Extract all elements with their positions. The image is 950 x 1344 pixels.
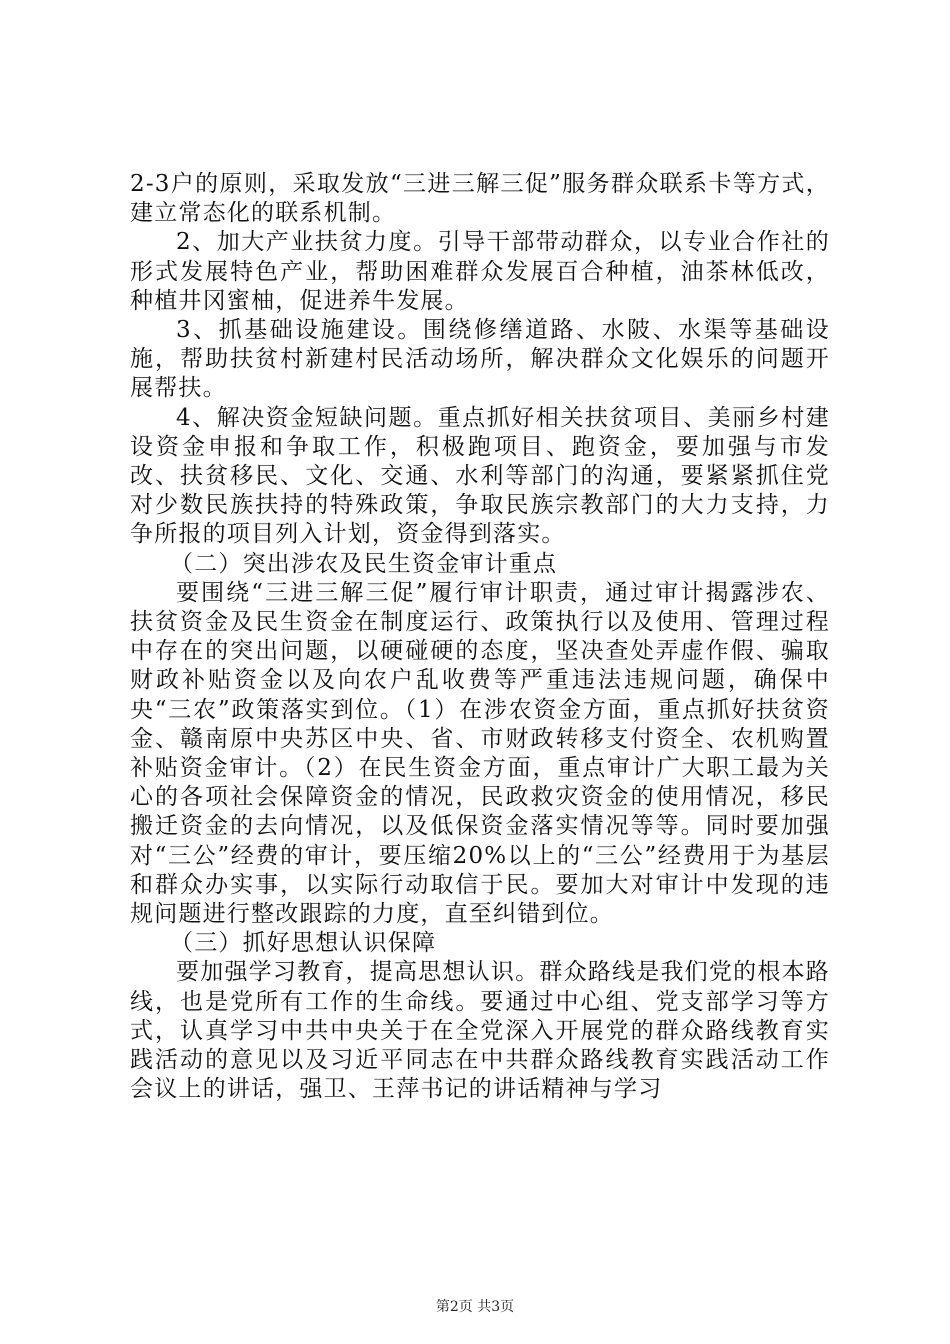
paragraph-study: 要加强学习教育，提高思想认识。群众路线是我们党的根本路线，也是党所有工作的生命线。要通过中心组、党支部学习等方式，认真学习中共中央关于在全党深入开展党的群众路线教育实践活动的意见以及习近平同志在中共群众路线教育实践活动工作会议上的讲话，强卫、王萍书记的讲话精神与学习 [130, 959, 830, 1103]
paragraph-funding: 4、解决资金短缺问题。重点抓好相关扶贫项目、美丽乡村建设资金申报和争取工作，积极跑项目、跑资金，要加强与市发改、扶贫移民、文化、交通、水利等部门的沟通，要紧紧抓住党对少数民族扶持的特殊政策，争取民族宗教部门的大力支持，力争所报的项目列入计划，资金得到落实。 [130, 404, 830, 548]
section-heading-audit: （二）突出涉农及民生资金审计重点 [170, 550, 558, 577]
section-heading-ideology: （三）抓好思想认识保障 [170, 930, 437, 957]
paragraph-industry-poverty: 2、加大产业扶贫力度。引导干部带动群众，以专业合作社的形式发展特色产业，帮助困难群众发展百合种植，油茶林低改，种植井冈蜜柚，促进养牛发展。 [130, 229, 830, 314]
paragraph-infrastructure: 3、抓基础设施建设。围绕修缮道路、水陂、水渠等基础设施，帮助扶贫村新建村民活动场所，解决群众文化娱乐的问题开展帮扶。 [130, 317, 830, 402]
paragraph-continued: 2-3户的原则，采取发放“三进三解三促”服务群众联系卡等方式，建立常态化的联系机制。 [130, 171, 830, 227]
document-body [130, 170, 830, 1105]
page-number-footer: 第2页 共3页 [435, 1299, 515, 1315]
paragraph-audit: 要围绕“三进三解三促”履行审计职责，通过审计揭露涉农、扶贫资金及民生资金在制度运行、政策执行以及使用、管理过程中存在的突出问题，以硬碰硬的态度，坚决查处弄虚作假、骗取财政补贴资金以及向农户乱收费等严重违法违规问题，确保中央“三农”政策落实到位。（1）在涉农资金方面，重点抓好扶贫资金、赣南原中央苏区中央、省、市财政转移支付资全、农机购置补贴资金审计。（2）在民生资金方面，重点审计广大职工最为关心的各项社会保障资金的情况，民政救灾资金的使用情况，移民搬迁资金的去向情况，以及低保资金落实情况等等。同时要加强对“三公”经费的审计，要压缩20%以上的“三公”经费用于为基层和群众办实事，以实际行动取信于民。要加大对审计中发现的违规问题进行整改跟踪的力度，直至纠错到位。 [130, 579, 830, 928]
